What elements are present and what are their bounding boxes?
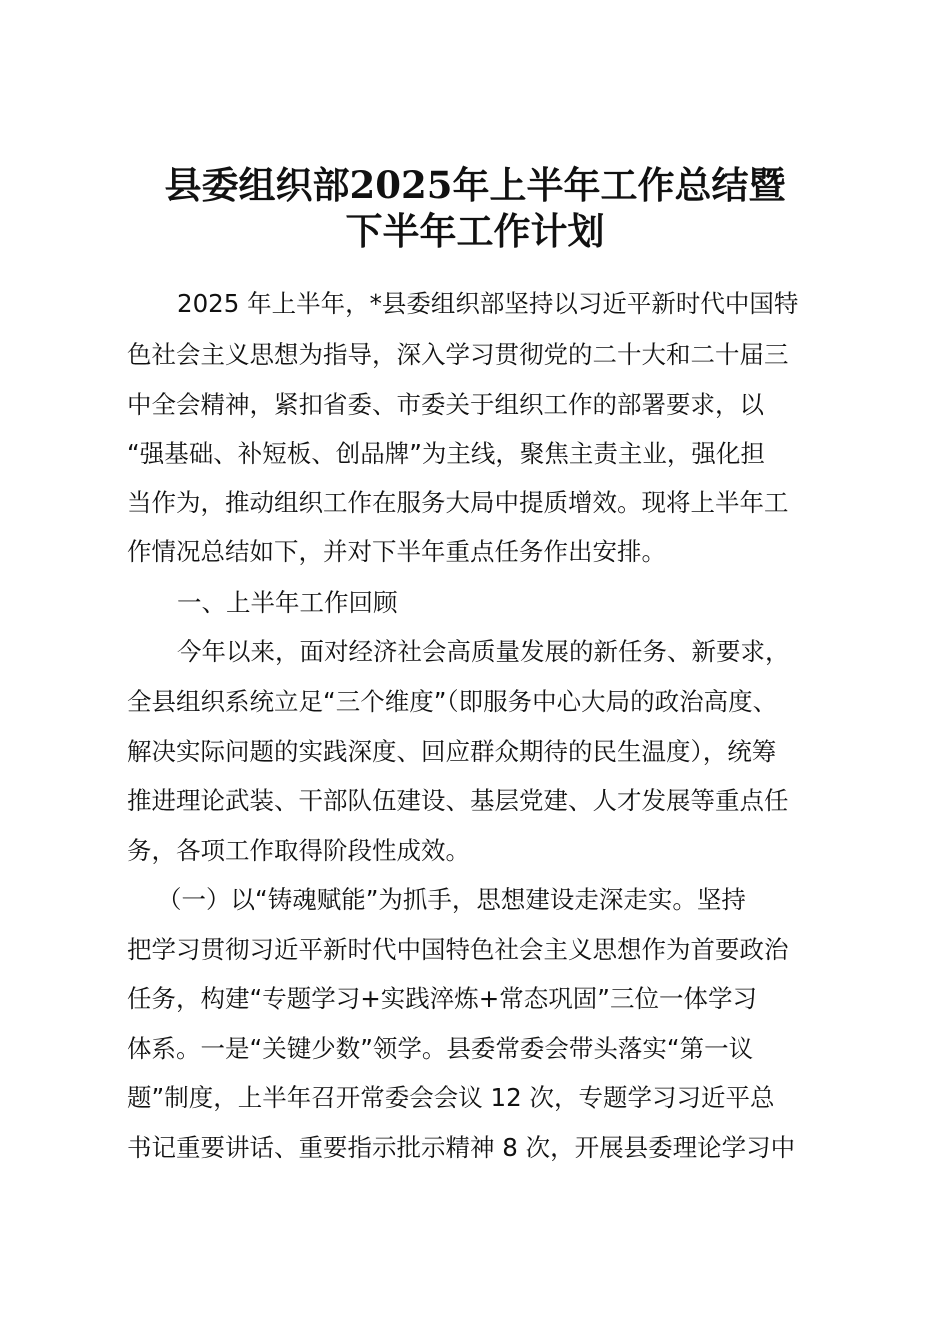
paragraph-line: 中全会精神，紧扣省委、市委关于组织工作的部署要求，以 xyxy=(127,390,764,419)
paragraph-line: 推进理论武装、干部队伍建设、基层党建、人才发展等重点任 xyxy=(127,786,789,815)
document-title-line-2: 下半年工作计划 xyxy=(345,209,605,253)
paragraph-line: 色社会主义思想为指导，深入学习贯彻党的二十大和二十届三 xyxy=(127,340,789,369)
paragraph-line: 全县组织系统立足“三个维度”（即服务中心大局的政治高度、 xyxy=(127,687,778,716)
section-heading: 一、上半年工作回顾 xyxy=(177,588,398,617)
paragraph-line: 书记重要讲话、重要指示批示精神 8 次，开展县委理论学习中 xyxy=(127,1133,796,1162)
paragraph-line: 2025 年上半年，*县委组织部坚持以习近平新时代中国特 xyxy=(177,289,799,318)
paragraph-line: 体系。一是“关键少数”领学。县委常委会带头落实“第一议 xyxy=(127,1034,754,1063)
paragraph-line: 任务，构建“专题学习+实践淬炼+常态巩固”三位一体学习 xyxy=(127,984,757,1013)
paragraph-line: （一）以“铸魂赋能”为抓手，思想建设走深走实。坚持 xyxy=(157,885,746,914)
paragraph-line: 当作为，推动组织工作在服务大局中提质增效。现将上半年工 xyxy=(127,488,789,517)
paragraph-line: 务，各项工作取得阶段性成效。 xyxy=(127,836,470,865)
paragraph-line: 作情况总结如下，并对下半年重点任务作出安排。 xyxy=(127,537,666,566)
paragraph-line: 题”制度，上半年召开常委会会议 12 次，专题学习习近平总 xyxy=(127,1083,775,1112)
paragraph-line: 解决实际问题的实践深度、回应群众期待的民生温度），统筹 xyxy=(127,737,777,766)
paragraph-line: “强基础、补短板、创品牌”为主线，聚焦主责主业，强化担 xyxy=(127,439,765,468)
paragraph-line: 把学习贯彻习近平新时代中国特色社会主义思想作为首要政治 xyxy=(127,935,789,964)
paragraph-line: 今年以来，面对经济社会高质量发展的新任务、新要求， xyxy=(177,637,790,666)
document-title-line-1: 县委组织部2025年上半年工作总结暨 xyxy=(164,163,786,207)
